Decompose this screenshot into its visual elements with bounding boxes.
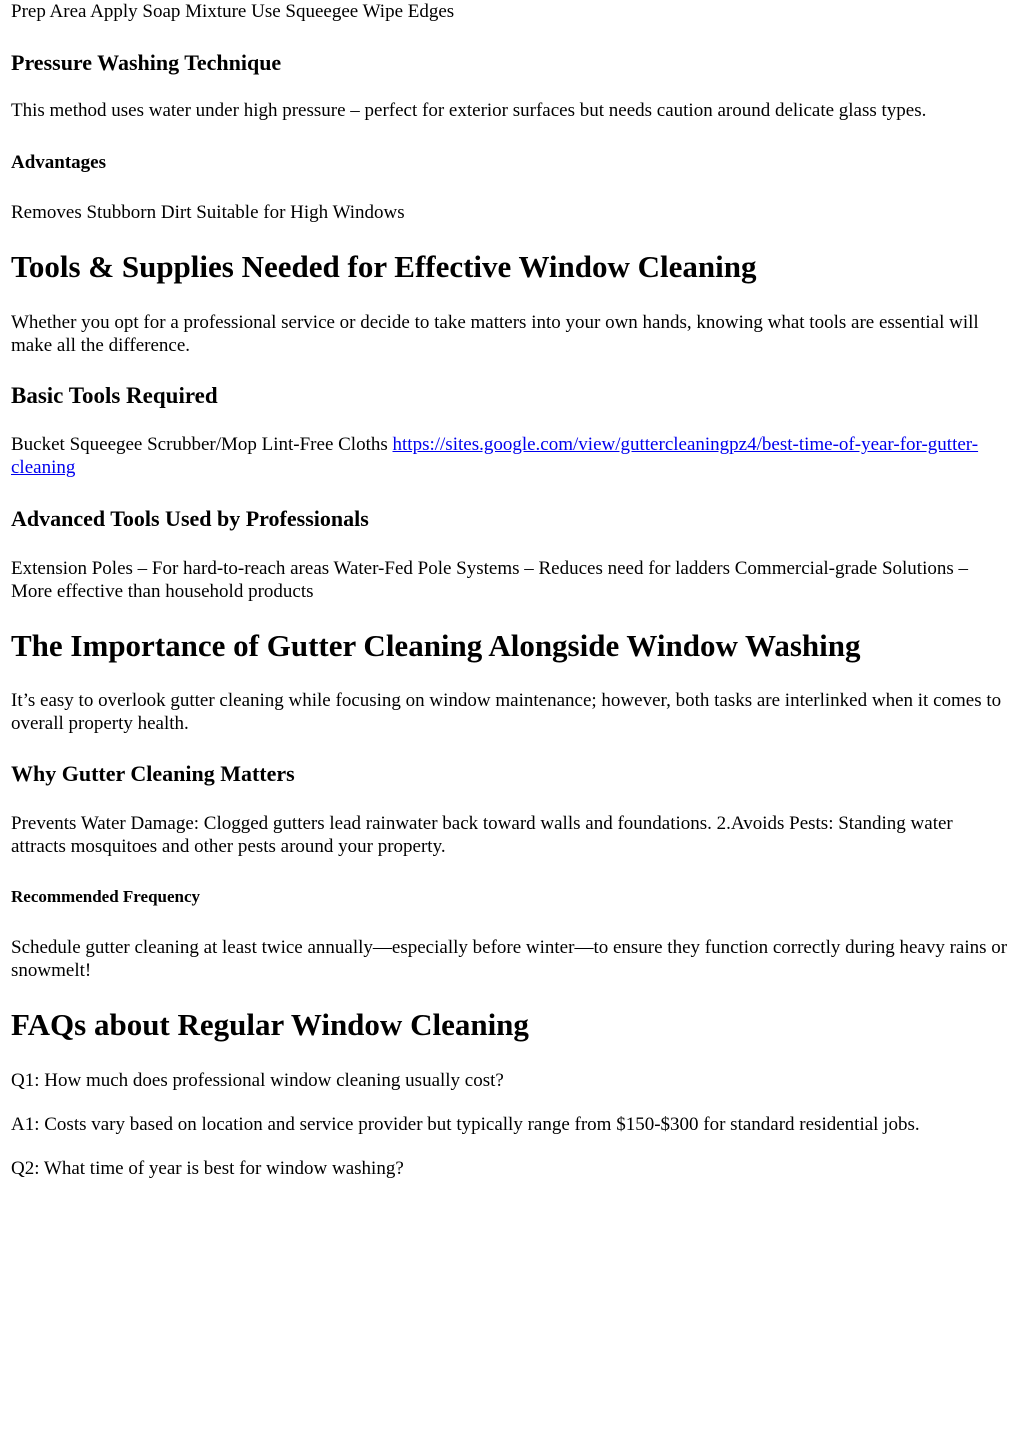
gutter-cleaning-link[interactable]: https://sites.google.com/view/guttercleaningpz4/best-time-of-year-for-gutter-cleaning bbox=[11, 434, 979, 478]
advantages-heading: Advantages bbox=[11, 152, 107, 173]
pressure-washing-heading: Pressure Washing Technique bbox=[11, 50, 282, 75]
faq-heading: FAQs about Regular Window Cleaning bbox=[11, 1007, 529, 1042]
advanced-tools-heading: Advanced Tools Used by Professionals bbox=[11, 506, 369, 531]
frequency-body: Schedule gutter cleaning at least twice annually—especially before winter—to ensure they function correctly during heavy rains or snowmelt! bbox=[11, 937, 1008, 981]
faq-question-1: Q1: How much does professional window cleaning usually cost? bbox=[11, 1070, 504, 1091]
why-gutter-body: Prevents Water Damage: Clogged gutters lead rainwater back toward walls and foundations. 2.Avoids Pests: Standing water attracts mosquitoes and other pests around your property. bbox=[11, 813, 953, 857]
tools-intro: Whether you opt for a professional service or decide to take matters into your own hands, knowing what tools are essential will make all the difference. bbox=[11, 312, 979, 356]
prep-steps-text: Prep Area Apply Soap Mixture Use Squeegee Wipe Edges bbox=[11, 1, 455, 22]
basic-tools-paragraph bbox=[11, 433, 1012, 479]
basic-tools-list: Bucket Squeegee Scrubber/Mop Lint-Free Cloths bbox=[11, 434, 388, 455]
advanced-tools-list: Extension Poles – For hard-to-reach areas Water-Fed Pole Systems – Reduces need for ladders Commercial-grade Solutions – More effective than household products bbox=[11, 558, 968, 602]
faq-answer-1: A1: Costs vary based on location and service provider but typically range from $150-$300 for standard residential jobs. bbox=[11, 1114, 920, 1135]
faq-question-2: Q2: What time of year is best for window washing? bbox=[11, 1158, 404, 1179]
why-gutter-heading: Why Gutter Cleaning Matters bbox=[11, 761, 295, 786]
gutter-heading: The Importance of Gutter Cleaning Alongside Window Washing bbox=[11, 628, 861, 663]
basic-tools-heading: Basic Tools Required bbox=[11, 383, 218, 408]
tools-heading: Tools & Supplies Needed for Effective Window Cleaning bbox=[11, 249, 757, 284]
frequency-heading: Recommended Frequency bbox=[11, 887, 201, 906]
gutter-intro: It’s easy to overlook gutter cleaning while focusing on window maintenance; however, both tasks are interlinked when it comes to overall property health. bbox=[11, 690, 1002, 734]
advantages-list: Removes Stubborn Dirt Suitable for High Windows bbox=[11, 202, 405, 223]
pressure-washing-body: This method uses water under high pressure – perfect for exterior surfaces but needs caution around delicate glass types. bbox=[11, 100, 927, 121]
